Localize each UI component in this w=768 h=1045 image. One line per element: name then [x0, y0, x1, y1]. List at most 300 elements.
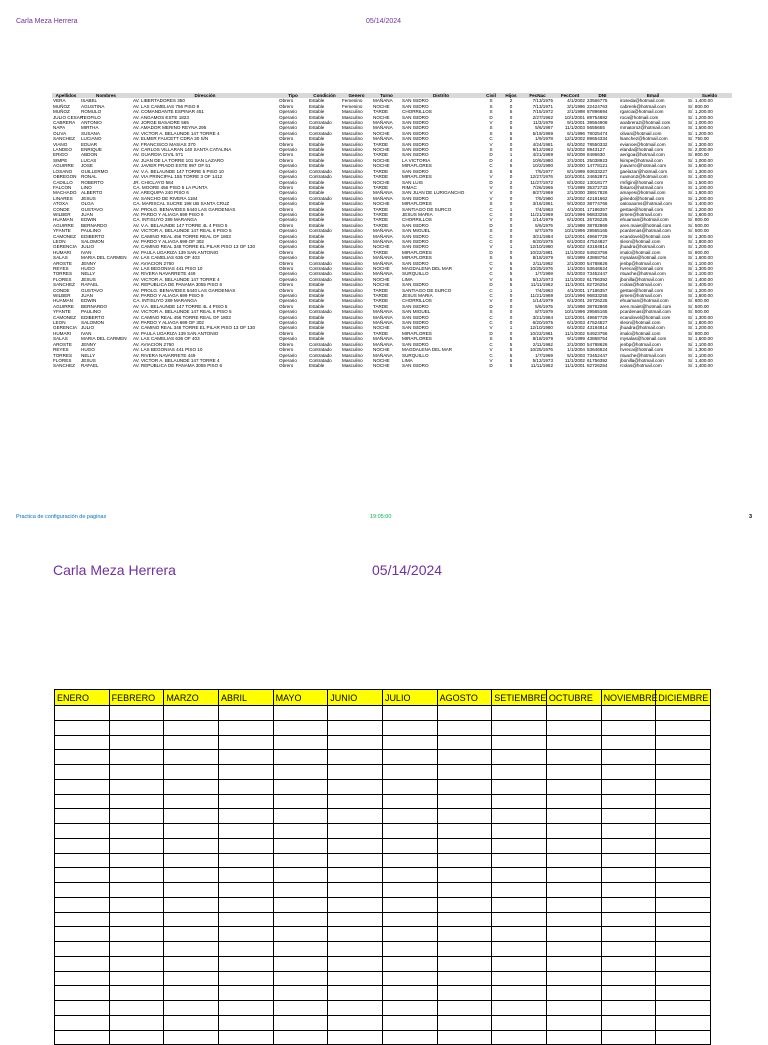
month-cell[interactable]	[55, 1030, 110, 1045]
month-cell[interactable]	[328, 912, 383, 927]
month-cell[interactable]	[437, 986, 492, 1001]
month-cell[interactable]	[382, 868, 437, 883]
month-cell[interactable]	[164, 765, 219, 780]
month-cell[interactable]	[328, 927, 383, 942]
month-cell[interactable]	[273, 1015, 328, 1030]
month-cell[interactable]	[109, 853, 164, 868]
month-cell[interactable]	[492, 927, 547, 942]
month-cell[interactable]	[382, 897, 437, 912]
month-cell[interactable]	[55, 853, 110, 868]
month-cell[interactable]	[437, 971, 492, 986]
month-cell[interactable]	[55, 706, 110, 721]
month-cell[interactable]	[601, 1015, 656, 1030]
month-header-enero: ENERO	[55, 690, 110, 706]
month-cell[interactable]	[382, 1001, 437, 1016]
month-cell[interactable]	[328, 1015, 383, 1030]
month-cell[interactable]	[382, 838, 437, 853]
month-cell[interactable]	[55, 927, 110, 942]
month-cell[interactable]	[546, 706, 601, 721]
month-cell[interactable]	[656, 942, 711, 957]
month-cell[interactable]	[601, 750, 656, 765]
month-cell[interactable]	[109, 706, 164, 721]
month-cell[interactable]	[109, 883, 164, 898]
cell-distrito: SAN ISIDRO	[402, 130, 429, 136]
month-cell[interactable]	[601, 824, 656, 839]
month-cell[interactable]	[55, 735, 110, 750]
month-cell[interactable]	[437, 765, 492, 780]
month-cell[interactable]	[546, 1015, 601, 1030]
month-cell[interactable]	[656, 912, 711, 927]
month-cell[interactable]	[492, 942, 547, 957]
month-cell[interactable]	[164, 779, 219, 794]
month-cell[interactable]	[164, 1015, 219, 1030]
month-cell[interactable]	[437, 927, 492, 942]
month-cell[interactable]	[382, 912, 437, 927]
cell-condicion: Estable	[309, 303, 325, 309]
month-cell[interactable]	[437, 1030, 492, 1045]
cell-tipo: Operario	[279, 357, 297, 363]
month-cell[interactable]	[382, 883, 437, 898]
month-cell[interactable]	[546, 794, 601, 809]
month-cell[interactable]	[492, 853, 547, 868]
month-cell[interactable]	[437, 809, 492, 824]
month-cell[interactable]	[109, 824, 164, 839]
month-cell[interactable]	[546, 956, 601, 971]
month-cell[interactable]	[164, 868, 219, 883]
month-cell[interactable]	[601, 853, 656, 868]
month-cell[interactable]	[437, 1001, 492, 1016]
month-cell[interactable]	[601, 706, 656, 721]
month-cell[interactable]	[109, 765, 164, 780]
month-cell[interactable]	[656, 971, 711, 986]
month-cell[interactable]	[601, 942, 656, 957]
month-cell[interactable]	[164, 971, 219, 986]
month-cell[interactable]	[656, 720, 711, 735]
month-cell[interactable]	[55, 809, 110, 824]
month-cell[interactable]	[273, 794, 328, 809]
month-cell[interactable]	[55, 750, 110, 765]
month-cell[interactable]	[218, 735, 273, 750]
month-cell[interactable]	[382, 853, 437, 868]
month-cell[interactable]	[546, 897, 601, 912]
month-cell[interactable]	[601, 912, 656, 927]
month-cell[interactable]	[601, 1030, 656, 1045]
month-cell[interactable]	[492, 1015, 547, 1030]
month-cell[interactable]	[382, 720, 437, 735]
cell-fecnac: 8/18/1979	[532, 255, 553, 261]
month-cell[interactable]	[546, 1001, 601, 1016]
month-cell[interactable]	[164, 809, 219, 824]
month-cell[interactable]	[601, 883, 656, 898]
month-cell[interactable]	[55, 824, 110, 839]
month-cell[interactable]	[546, 942, 601, 957]
month-cell[interactable]	[656, 765, 711, 780]
month-cell[interactable]	[55, 1015, 110, 1030]
cell-hijos: 0	[509, 120, 513, 126]
month-cell[interactable]	[492, 971, 547, 986]
month-cell[interactable]	[273, 1001, 328, 1016]
month-cell[interactable]	[546, 927, 601, 942]
month-cell[interactable]	[546, 853, 601, 868]
month-cell[interactable]	[218, 824, 273, 839]
month-cell[interactable]	[437, 824, 492, 839]
month-cell[interactable]	[55, 779, 110, 794]
month-cell[interactable]	[55, 986, 110, 1001]
month-cell[interactable]	[218, 912, 273, 927]
month-cell[interactable]	[382, 706, 437, 721]
month-cell[interactable]	[218, 853, 273, 868]
month-cell[interactable]	[328, 779, 383, 794]
cell-direccion: AV. VIA PRINCIPAL 155 TORRE 3 OF 1412	[133, 174, 223, 180]
month-cell[interactable]	[656, 1030, 711, 1045]
month-cell[interactable]	[546, 750, 601, 765]
month-cell[interactable]	[601, 779, 656, 794]
month-cell[interactable]	[55, 838, 110, 853]
month-cell[interactable]	[437, 853, 492, 868]
month-cell[interactable]	[382, 794, 437, 809]
month-cell[interactable]	[109, 942, 164, 957]
month-cell[interactable]	[164, 956, 219, 971]
cell-tipo: Obrero	[279, 266, 294, 271]
cell-genero: Masculino	[342, 298, 363, 304]
month-cell[interactable]	[218, 868, 273, 883]
month-cell[interactable]	[601, 868, 656, 883]
month-cell[interactable]	[55, 883, 110, 898]
month-cell[interactable]	[273, 942, 328, 957]
month-cell[interactable]	[437, 956, 492, 971]
month-cell[interactable]	[218, 1001, 273, 1016]
month-cell[interactable]	[656, 750, 711, 765]
cell-civil: C	[489, 320, 493, 326]
month-cell[interactable]	[164, 720, 219, 735]
month-cell[interactable]	[437, 897, 492, 912]
month-cell[interactable]	[109, 794, 164, 809]
month-cell[interactable]	[656, 779, 711, 794]
month-cell[interactable]	[164, 1001, 219, 1016]
month-cell[interactable]	[601, 897, 656, 912]
month-cell[interactable]	[382, 750, 437, 765]
month-cell[interactable]	[164, 838, 219, 853]
month-cell[interactable]	[656, 794, 711, 809]
month-cell[interactable]	[601, 720, 656, 735]
month-cell[interactable]	[273, 897, 328, 912]
month-cell[interactable]	[218, 942, 273, 957]
month-cell[interactable]	[55, 1001, 110, 1016]
month-cell[interactable]	[109, 779, 164, 794]
month-cell[interactable]	[546, 779, 601, 794]
month-cell[interactable]	[164, 750, 219, 765]
month-cell[interactable]	[546, 912, 601, 927]
month-cell[interactable]	[492, 720, 547, 735]
month-cell[interactable]	[109, 1001, 164, 1016]
month-cell[interactable]	[546, 868, 601, 883]
month-cell[interactable]	[218, 838, 273, 853]
month-cell[interactable]	[109, 1015, 164, 1030]
month-cell[interactable]	[328, 883, 383, 898]
month-cell[interactable]	[55, 942, 110, 957]
month-cell[interactable]	[55, 956, 110, 971]
month-cell[interactable]	[601, 1001, 656, 1016]
cell-genero: Masculino	[342, 152, 363, 158]
month-cell[interactable]	[164, 706, 219, 721]
month-cell[interactable]	[328, 853, 383, 868]
month-cell[interactable]	[109, 956, 164, 971]
month-cell[interactable]	[328, 1001, 383, 1016]
month-cell[interactable]	[328, 838, 383, 853]
month-cell[interactable]	[601, 927, 656, 942]
month-cell[interactable]	[656, 868, 711, 883]
month-cell[interactable]	[656, 927, 711, 942]
month-cell[interactable]	[382, 971, 437, 986]
month-cell[interactable]	[164, 824, 219, 839]
month-cell[interactable]	[109, 868, 164, 883]
month-cell[interactable]	[382, 779, 437, 794]
month-cell[interactable]	[218, 986, 273, 1001]
month-cell[interactable]	[492, 706, 547, 721]
month-cell[interactable]	[437, 868, 492, 883]
cell-distrito: SAN ISIDRO	[402, 238, 429, 244]
month-cell[interactable]	[109, 927, 164, 942]
cell-hijos: 5	[509, 336, 513, 342]
month-cell[interactable]	[273, 986, 328, 1001]
month-cell[interactable]	[218, 750, 273, 765]
month-cell[interactable]	[164, 1030, 219, 1045]
month-cell[interactable]	[546, 765, 601, 780]
month-cell[interactable]	[328, 897, 383, 912]
month-cell[interactable]	[55, 971, 110, 986]
month-cell[interactable]	[109, 838, 164, 853]
month-cell[interactable]	[601, 794, 656, 809]
month-cell[interactable]	[382, 809, 437, 824]
month-cell[interactable]	[601, 986, 656, 1001]
cell-civil: S	[489, 201, 493, 207]
month-cell[interactable]	[492, 765, 547, 780]
month-cell[interactable]	[656, 824, 711, 839]
month-cell[interactable]	[164, 986, 219, 1001]
month-cell[interactable]	[656, 956, 711, 971]
cell-sueldo: S/. 1,300.00	[688, 314, 713, 320]
month-cell[interactable]	[546, 809, 601, 824]
month-cell[interactable]	[55, 897, 110, 912]
month-cell[interactable]	[273, 853, 328, 868]
month-cell[interactable]	[382, 956, 437, 971]
month-cell[interactable]	[218, 765, 273, 780]
month-cell[interactable]	[328, 750, 383, 765]
month-cell[interactable]	[164, 883, 219, 898]
cell-apellidos: ATOXA	[53, 201, 69, 207]
month-cell[interactable]	[492, 838, 547, 853]
month-cell[interactable]	[109, 735, 164, 750]
month-cell[interactable]	[109, 986, 164, 1001]
month-cell[interactable]	[601, 971, 656, 986]
month-cell[interactable]	[273, 765, 328, 780]
month-cell[interactable]	[218, 1030, 273, 1045]
month-cell[interactable]	[656, 883, 711, 898]
month-cell[interactable]	[273, 838, 328, 853]
month-cell[interactable]	[273, 824, 328, 839]
month-cell[interactable]	[437, 912, 492, 927]
cell-sueldo: S/. 1,100.00	[688, 184, 713, 190]
month-cell[interactable]	[273, 779, 328, 794]
month-cell[interactable]	[437, 838, 492, 853]
month-cell[interactable]	[109, 897, 164, 912]
month-cell[interactable]	[382, 735, 437, 750]
month-cell[interactable]	[601, 838, 656, 853]
month-cell[interactable]	[273, 971, 328, 986]
month-cell[interactable]	[546, 824, 601, 839]
month-cell[interactable]	[273, 720, 328, 735]
month-cell[interactable]	[492, 779, 547, 794]
month-cell[interactable]	[273, 809, 328, 824]
month-cell[interactable]	[55, 912, 110, 927]
month-cell[interactable]	[656, 986, 711, 1001]
cell-dni: 26726225	[587, 217, 608, 223]
month-cell[interactable]	[328, 986, 383, 1001]
month-cell[interactable]	[382, 927, 437, 942]
month-cell[interactable]	[546, 883, 601, 898]
month-cell[interactable]	[437, 779, 492, 794]
month-cell[interactable]	[437, 883, 492, 898]
month-cell[interactable]	[492, 986, 547, 1001]
month-cell[interactable]	[273, 706, 328, 721]
month-cell[interactable]	[218, 897, 273, 912]
month-cell[interactable]	[164, 942, 219, 957]
month-cell[interactable]	[437, 735, 492, 750]
month-cell[interactable]	[601, 735, 656, 750]
month-cell[interactable]	[164, 897, 219, 912]
month-cell[interactable]	[437, 720, 492, 735]
month-cell[interactable]	[328, 868, 383, 883]
month-cell[interactable]	[328, 942, 383, 957]
month-cell[interactable]	[382, 824, 437, 839]
month-cell[interactable]	[218, 794, 273, 809]
month-cell[interactable]	[273, 868, 328, 883]
month-cell[interactable]	[546, 735, 601, 750]
month-cell[interactable]	[492, 868, 547, 883]
month-cell[interactable]	[546, 720, 601, 735]
month-cell[interactable]	[492, 794, 547, 809]
month-cell[interactable]	[546, 1030, 601, 1045]
month-cell[interactable]	[109, 912, 164, 927]
month-cell[interactable]	[164, 912, 219, 927]
month-cell[interactable]	[164, 735, 219, 750]
month-cell[interactable]	[109, 1030, 164, 1045]
month-cell[interactable]	[328, 956, 383, 971]
month-cell[interactable]	[492, 735, 547, 750]
month-cell[interactable]	[382, 942, 437, 957]
month-cell[interactable]	[656, 1001, 711, 1016]
month-cell[interactable]	[109, 720, 164, 735]
month-cell[interactable]	[273, 735, 328, 750]
month-cell[interactable]	[218, 706, 273, 721]
month-cell[interactable]	[164, 927, 219, 942]
month-cell[interactable]	[328, 794, 383, 809]
month-cell[interactable]	[656, 735, 711, 750]
cell-condicion: Estable	[309, 320, 325, 326]
month-cell[interactable]	[601, 809, 656, 824]
month-cell[interactable]	[437, 750, 492, 765]
month-cell[interactable]	[492, 883, 547, 898]
month-cell[interactable]	[218, 720, 273, 735]
month-cell[interactable]	[218, 883, 273, 898]
month-cell[interactable]	[164, 794, 219, 809]
month-cell[interactable]	[382, 765, 437, 780]
month-cell[interactable]	[437, 1015, 492, 1030]
month-cell[interactable]	[273, 912, 328, 927]
cell-dni: 54788626	[587, 341, 608, 347]
month-cell[interactable]	[656, 706, 711, 721]
month-cell[interactable]	[492, 956, 547, 971]
cell-nombres: ROMULO	[81, 109, 102, 115]
month-cell[interactable]	[328, 971, 383, 986]
month-cell[interactable]	[273, 883, 328, 898]
month-cell[interactable]	[109, 750, 164, 765]
month-cell[interactable]	[601, 765, 656, 780]
month-cell[interactable]	[656, 853, 711, 868]
cell-email: mysalas@hotmail.com	[620, 255, 667, 261]
month-cell[interactable]	[328, 735, 383, 750]
month-cell[interactable]	[55, 765, 110, 780]
month-cell[interactable]	[273, 1030, 328, 1045]
month-cell[interactable]	[328, 1030, 383, 1045]
month-cell[interactable]	[492, 912, 547, 927]
month-cell[interactable]	[492, 824, 547, 839]
month-cell[interactable]	[546, 986, 601, 1001]
month-cell[interactable]	[109, 809, 164, 824]
month-cell[interactable]	[328, 720, 383, 735]
month-cell[interactable]	[437, 942, 492, 957]
month-cell[interactable]	[55, 720, 110, 735]
month-cell[interactable]	[382, 1030, 437, 1045]
month-cell[interactable]	[492, 1001, 547, 1016]
month-cell[interactable]	[437, 706, 492, 721]
month-cell[interactable]	[218, 971, 273, 986]
month-cell[interactable]	[218, 1015, 273, 1030]
cell-civil: C	[489, 206, 493, 212]
cell-apellidos: FLORES	[53, 276, 72, 282]
month-cell[interactable]	[546, 971, 601, 986]
month-cell[interactable]	[218, 779, 273, 794]
month-cell[interactable]	[218, 927, 273, 942]
month-cell[interactable]	[546, 838, 601, 853]
month-cell[interactable]	[273, 750, 328, 765]
month-cell[interactable]	[492, 809, 547, 824]
month-cell[interactable]	[328, 765, 383, 780]
month-cell[interactable]	[273, 927, 328, 942]
month-cell[interactable]	[656, 838, 711, 853]
month-cell[interactable]	[109, 971, 164, 986]
month-cell[interactable]	[492, 750, 547, 765]
month-cell[interactable]	[328, 809, 383, 824]
month-cell[interactable]	[601, 956, 656, 971]
month-cell[interactable]	[437, 794, 492, 809]
month-cell[interactable]	[382, 986, 437, 1001]
month-cell[interactable]	[656, 1015, 711, 1030]
month-cell[interactable]	[218, 956, 273, 971]
month-cell[interactable]	[328, 706, 383, 721]
month-cell[interactable]	[55, 794, 110, 809]
month-cell[interactable]	[492, 1030, 547, 1045]
month-cell[interactable]	[273, 956, 328, 971]
month-cell[interactable]	[328, 824, 383, 839]
month-cell[interactable]	[164, 853, 219, 868]
month-cell[interactable]	[55, 868, 110, 883]
month-cell[interactable]	[218, 809, 273, 824]
month-cell[interactable]	[656, 809, 711, 824]
month-cell[interactable]	[382, 1015, 437, 1030]
month-cell[interactable]	[492, 897, 547, 912]
month-cell[interactable]	[656, 897, 711, 912]
